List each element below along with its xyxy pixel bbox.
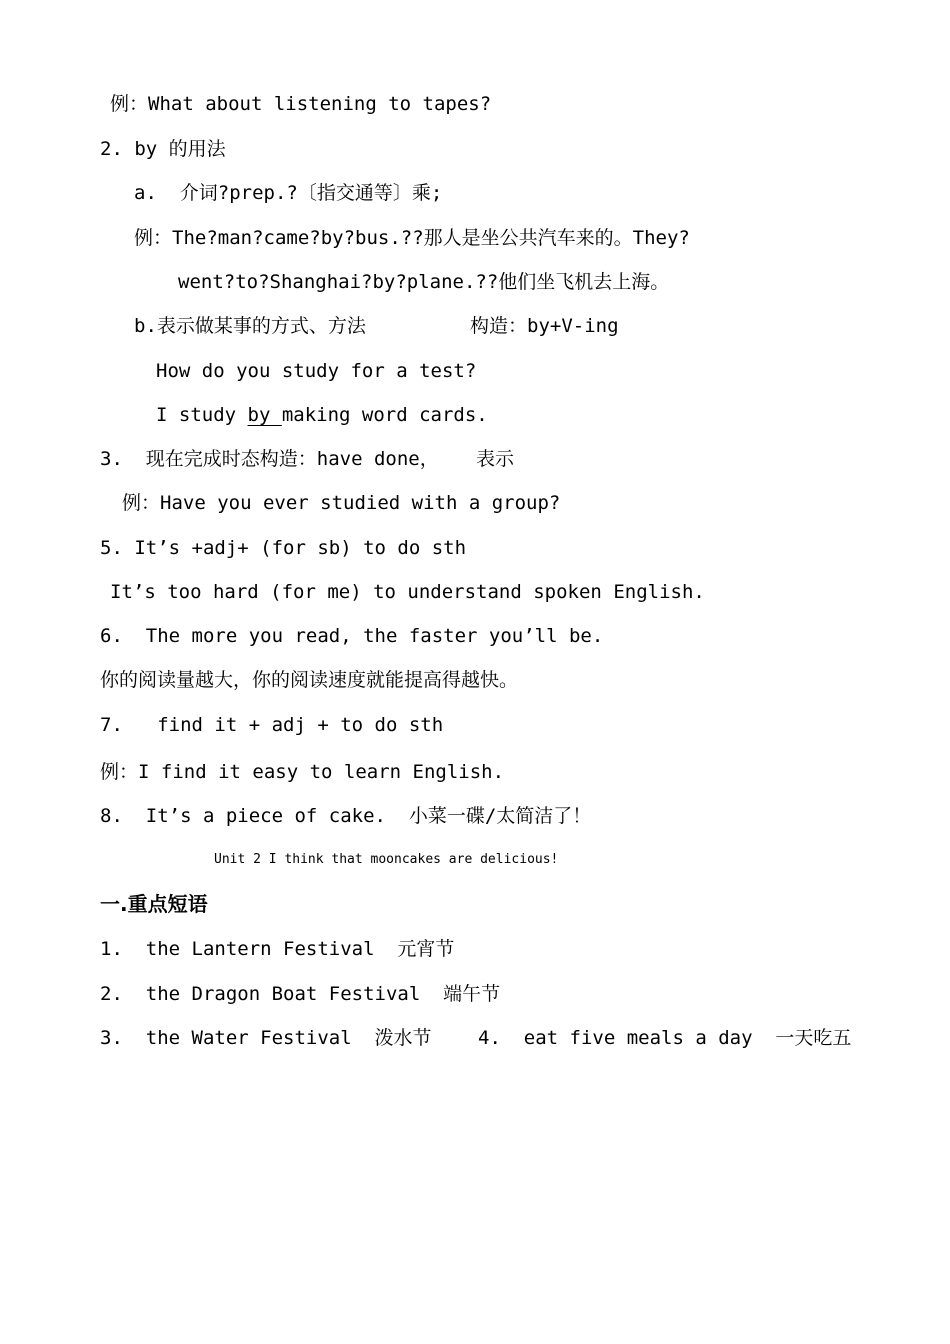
item-6-sentence: 6. The more you read, the faster you’ll be.: [100, 625, 604, 647]
phrase-item: 1. the Lantern Festival 元宵节: [100, 938, 455, 960]
phrase-item: 4. eat five meals a day 一天吃五: [478, 1027, 852, 1049]
item-6-translation: 你的阅读量越大，你的阅读速度就能提高得越快。: [100, 669, 519, 691]
item-7-example: 例：I find it easy to learn English.: [100, 761, 505, 783]
item-8-idiom: 8. It’s a piece of cake. 小菜一碟/太简洁了！: [100, 805, 592, 827]
section-heading: 一.重点短语: [100, 892, 208, 916]
item-present-perfect-meaning: 表示: [476, 448, 515, 470]
example-line: 例：Have you ever studied with a group?: [122, 492, 561, 514]
example-line: 例：What about listening to tapes?: [110, 93, 492, 115]
item-7-structure: 7. find it + adj + to do sth: [100, 714, 444, 736]
example-answer: [156, 403, 488, 427]
item-by-usage-title: 2. by 的用法: [100, 138, 226, 160]
item-present-perfect: 3. 现在完成时态构造：have done，: [100, 448, 439, 470]
example-answer-end: making word cards.: [281, 404, 488, 426]
phrase-item: 3. the Water Festival 泼水节: [100, 1027, 432, 1049]
sub-item-b-structure: 构造：by+V-ing: [470, 315, 619, 337]
example-answer-start: I study: [156, 404, 248, 426]
example-line: 例：The?man?came?by?bus.??那人是坐公共汽车来的。They?: [134, 227, 690, 249]
unit-title: Unit 2 I think that mooncakes are delicious!: [214, 852, 559, 867]
sub-item-b: b.表示做某事的方式、方法: [134, 315, 366, 337]
item-5-structure: 5. It’s +adj+ (for sb) to do sth: [100, 537, 467, 559]
example-question: How do you study for a test?: [156, 360, 477, 382]
example-line-continued: went?to?Shanghai?by?plane.??他们坐飞机去上海。: [178, 271, 670, 293]
item-5-example: It’s too hard (for me) to understand spoken English.: [110, 581, 705, 603]
sub-item-a: a. 介词?prep.?〔指交通等〕乘;: [134, 182, 443, 204]
phrase-item: 2. the Dragon Boat Festival 端午节: [100, 983, 501, 1005]
underlined-by: by: [247, 404, 282, 426]
